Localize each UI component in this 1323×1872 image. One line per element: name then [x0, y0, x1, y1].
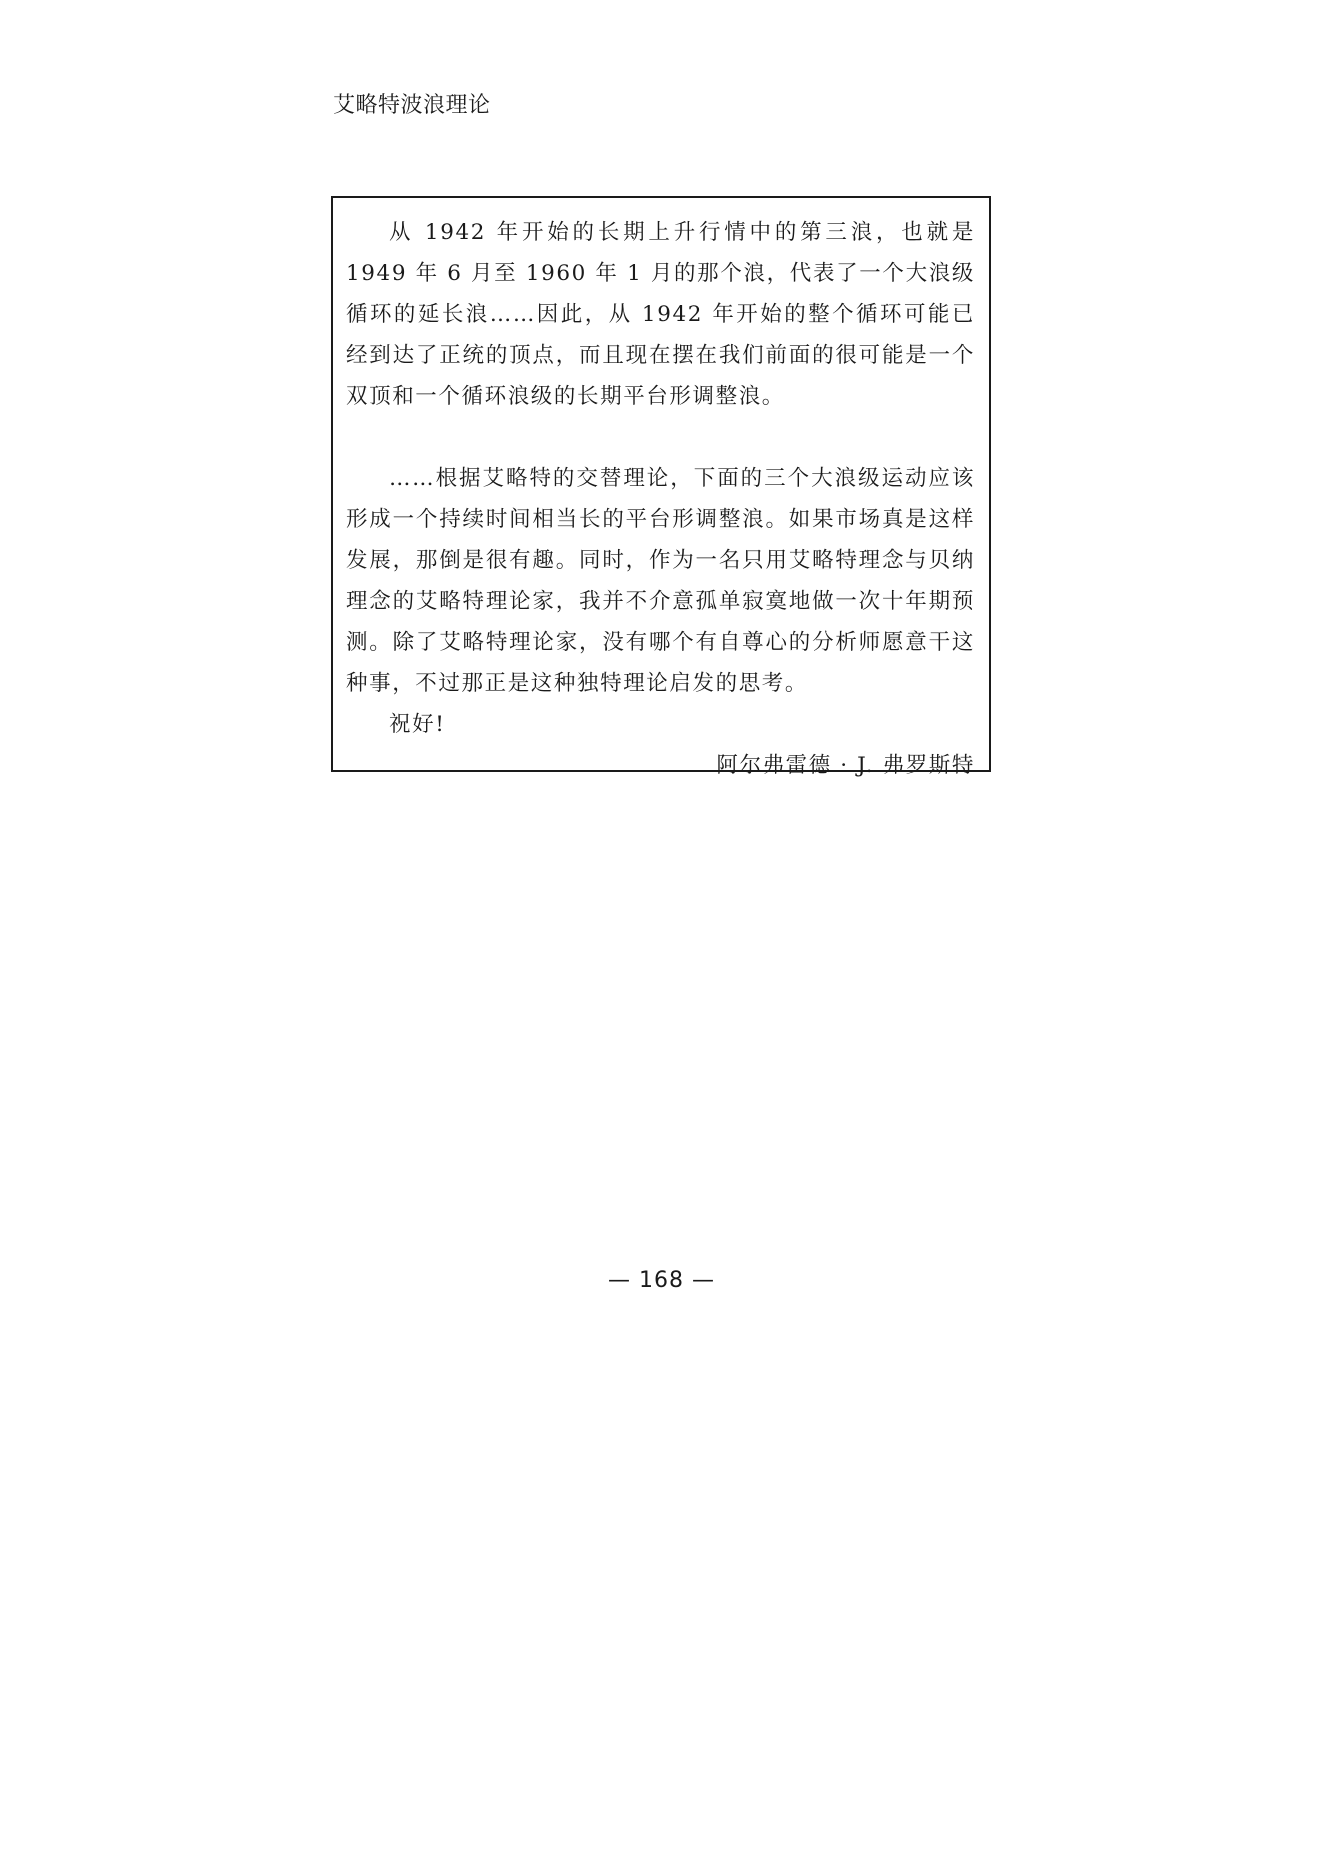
letter-signature: 阿尔弗雷德 · J. 弗罗斯特: [716, 753, 975, 778]
letter-closing: 祝好!: [389, 712, 446, 737]
running-header-title: 艾略特波浪理论: [333, 93, 491, 118]
letter-paragraph-2: ……根据艾略特的交替理论，下面的三个大浪级运动应该形成一个持续时间相当长的平台形调整浪。如果市场真是这样发展，那倒是很有趣。同时，作为一名只用艾略特理念与贝纳理念的艾略特理论家，我并不介意孤单寂寞地做一次十年期预测。除了艾略特理论家，没有哪个有自尊心的分析师愿意干这种事，不过那正是这种独特理论启发的思考。: [346, 466, 975, 696]
page-number: — 168 —: [608, 1268, 715, 1293]
letter-excerpt-box: [331, 196, 991, 778]
letter-paragraph-1: 从 1942 年开始的长期上升行情中的第三浪，也就是 1949 年 6 月至 1960 年 1 月的那个浪，代表了一个大浪级循环的延长浪……因此，从 1942 年开始的整个循环可能已经到达了正统的顶点，而且现在摆在我们前面的很可能是一个双顶和一个循环浪级的长期平台形调整浪。: [346, 220, 975, 409]
